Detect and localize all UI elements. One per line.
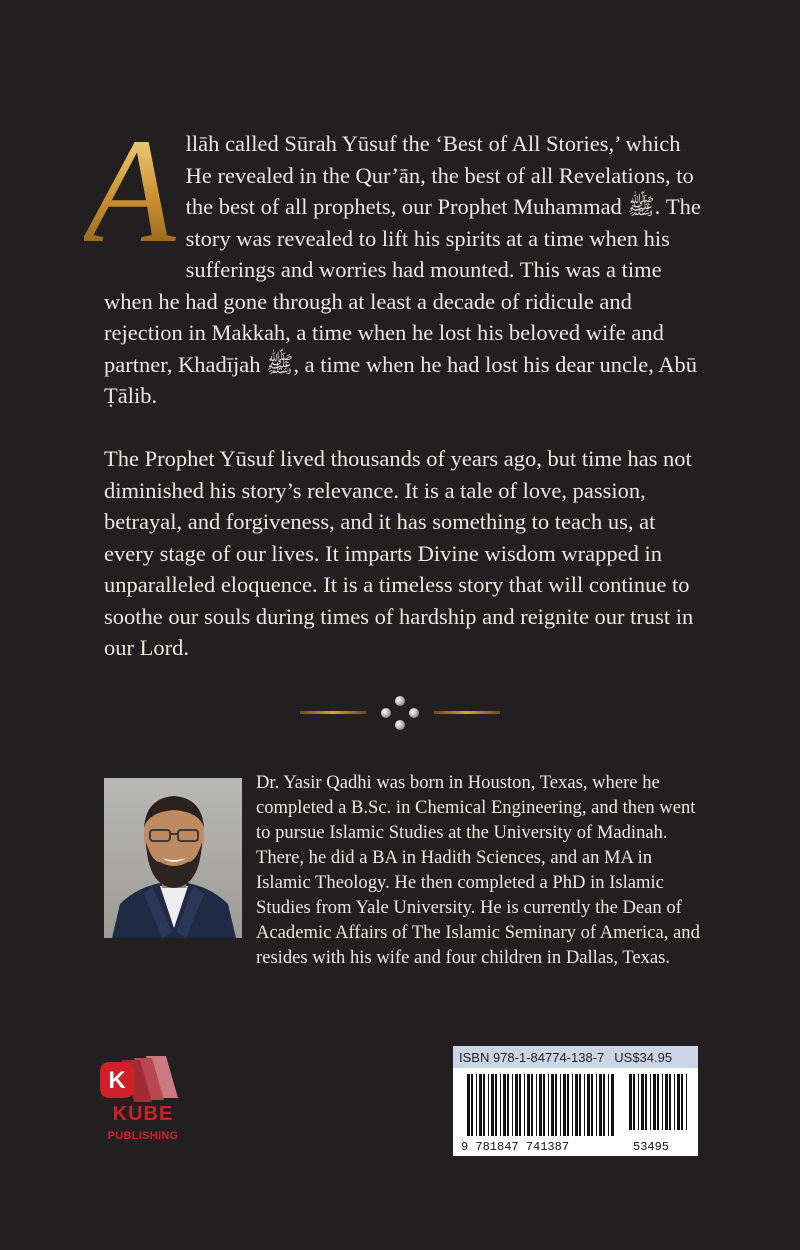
barcode-header [453,1046,698,1068]
barcode-bar [603,1074,605,1136]
barcode-bar [596,1074,597,1136]
barcode-bar [543,1074,545,1136]
intro-paragraph [84,108,704,412]
barcode-bar [575,1074,578,1136]
barcode-digits-main: 9 781847 741387 [461,1140,570,1154]
barcode-bar [599,1074,602,1136]
barcode-bar [515,1074,518,1136]
barcode-bars-main [467,1074,614,1136]
barcode-bar [665,1074,668,1130]
barcode-bar [653,1074,656,1130]
barcode-bar [503,1074,506,1136]
publisher-name: KUBE [112,1103,174,1125]
drop-cap: A [84,108,176,274]
author-bio [104,770,700,970]
barcode-bar [551,1074,554,1136]
isbn-barcode [453,1046,698,1156]
barcode-bar [591,1074,593,1136]
barcode-bar [471,1074,473,1136]
barcode-bar [507,1074,509,1136]
divider-line-right [434,711,500,714]
barcode-bar [669,1074,671,1130]
barcode-bar [555,1074,557,1136]
divider-dot-right [409,708,419,718]
barcode-bar [512,1074,513,1136]
price-label: US$34.95 [614,1049,673,1065]
barcode-bar [587,1074,590,1136]
barcode-bar [536,1074,537,1136]
barcode-bar [519,1074,521,1136]
ornamental-divider [296,692,504,736]
barcode-bar [662,1074,663,1130]
barcode-bar [674,1074,675,1130]
barcode-bar [645,1074,647,1130]
barcode-bar [567,1074,569,1136]
barcode-bar [500,1074,501,1136]
barcode-bar [657,1074,659,1130]
barcode-bar [479,1074,482,1136]
barcode-bar [531,1074,533,1136]
barcode-bar [483,1074,485,1136]
barcode-bar [560,1074,561,1136]
divider-line-left [300,711,366,714]
publisher-subtitle: PUBLISHING [107,1130,179,1142]
barcode-bars-addon [629,1074,687,1130]
barcode-bar [572,1074,573,1136]
barcode-bar [633,1074,635,1130]
bio-photo-spacer [104,770,256,948]
barcode-bar [650,1074,651,1130]
barcode-bar [611,1074,614,1136]
second-paragraph: The Prophet Yūsuf lived thousands of years ago, but time has not diminished his story’s relevance. It is a tale of love, passion, betrayal, and forgiveness, and it has something to teach us, at every stage of our lives. It imparts Divine wisdom wrapped in unparalleled eloquence. It is a timeless story that will continue to soothe our souls during times of hardship and reignite our trust in our Lord. [104,446,694,660]
barcode-bar [539,1074,542,1136]
barcode-graphic [453,1068,698,1156]
barcode-bar [476,1074,477,1136]
barcode-bar [495,1074,497,1136]
barcode-bar [467,1074,470,1136]
publisher-logo-letter: K [108,1067,126,1094]
divider-dot-top [395,696,405,706]
barcode-bar [686,1074,687,1130]
barcode-bar [548,1074,549,1136]
barcode-bar [488,1074,489,1136]
barcode-bar [608,1074,609,1136]
isbn-label: ISBN 978-1-84774-138-7 [459,1049,605,1065]
divider-dot-left [381,708,391,718]
divider-dot-bottom [395,720,405,730]
barcode-bar [579,1074,581,1136]
author-bio-text: Dr. Yasir Qadhi was born in Houston, Texas, where he completed a B.Sc. in Chemical Engineering, and then went to pursue Islamic Studies at the University of Madinah. There, he did a BA in Hadith Sciences, and an MA in Islamic Theology. He then completed a PhD in Islamic Studies from Yale University. He is currently the Dean of Academic Affairs of The Islamic Seminary of America, and resides with his wife and four children in Dallas, Texas. [256,772,700,968]
barcode-bar [584,1074,585,1136]
intro-text: llāh called Sūrah Yūsuf the ‘Best of All Stories,’ which He revealed in the Qur’ān, the best of all Revelations, to the best of all prophets, our Prophet Muhammad ﷺ. The story was revealed to lift his spirits at a time when his sufferings and worries had mounted. This was a time when he had gone through at least a decade of ridicule and rejection in Makkah, a time when he lost his beloved wife and partner, Khadījah ﷺ, a time when he had lost his dear uncle, Abū Ṭālib. [104,131,701,408]
barcode-bar [629,1074,632,1130]
barcode-bar [491,1074,494,1136]
barcode-bar [641,1074,644,1130]
barcode-bar [638,1074,639,1130]
barcode-bar [563,1074,566,1136]
barcode-bar [524,1074,525,1136]
barcode-bar [527,1074,530,1136]
barcode-bar [681,1074,683,1130]
barcode-digits-addon: 53495 [633,1140,670,1154]
barcode-bar [677,1074,680,1130]
